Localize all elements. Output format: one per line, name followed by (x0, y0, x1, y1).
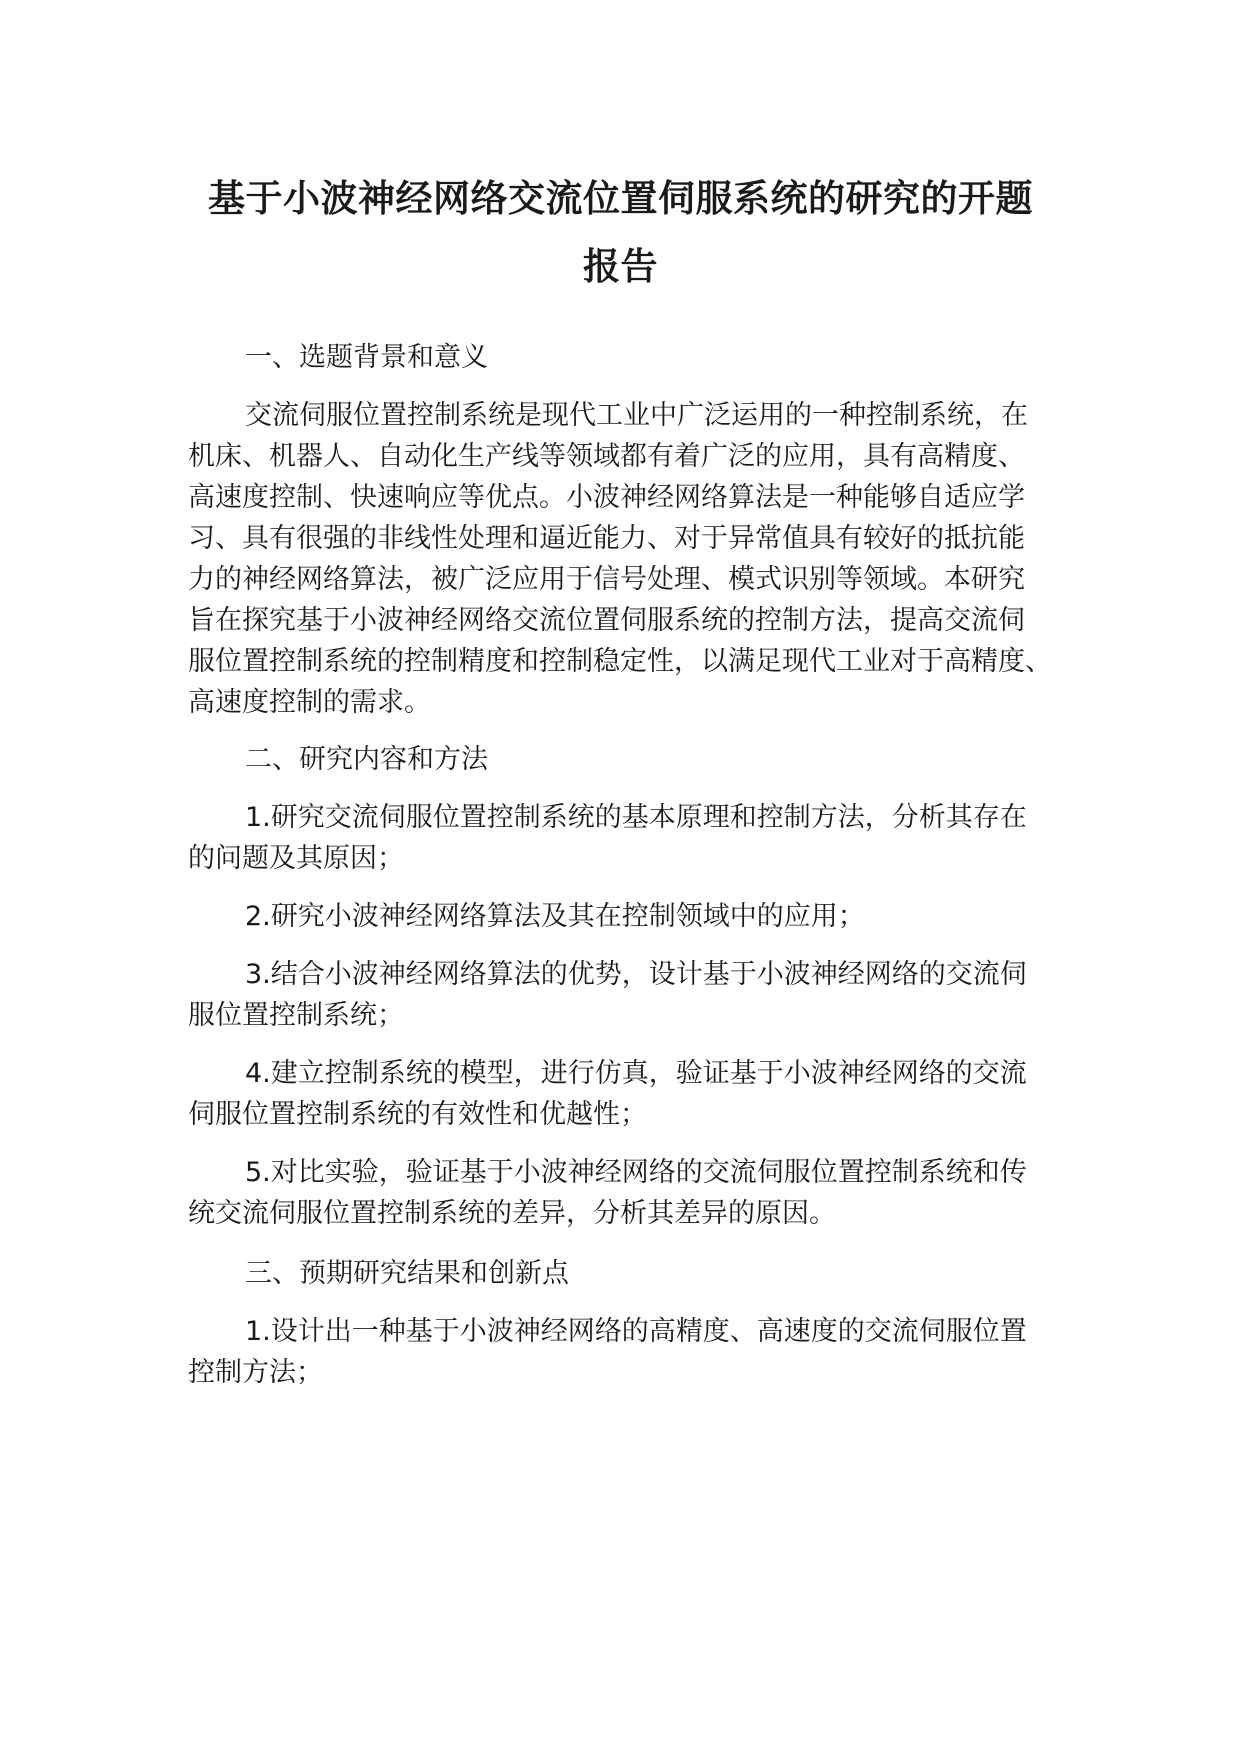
list-item-line: 2.研究小波神经网络算法及其在控制领域中的应用； (245, 901, 865, 932)
list-item-line: 5.对比实验，验证基于小波神经网络的交流伺服位置控制系统和传 (245, 1157, 1027, 1188)
list-item-line: 统交流伺服位置控制系统的差异，分析其差异的原因。 (188, 1198, 836, 1229)
section-heading-content: 二、研究内容和方法 (245, 744, 488, 775)
list-item-line: 服位置控制系统； (188, 1000, 404, 1031)
paragraph-line: 力的神经网络算法，被广泛应用于信号处理、模式识别等领域。本研究 (188, 564, 1025, 595)
paragraph-line: 交流伺服位置控制系统是现代工业中广泛运用的一种控制系统，在 (245, 400, 1028, 431)
document-title-line-1: 基于小波神经网络交流位置伺服系统的研究的开题 (208, 177, 1033, 220)
paragraph-line: 服位置控制系统的控制精度和控制稳定性，以满足现代工业对于高精度、 (188, 646, 1052, 677)
list-item-line: 伺服位置控制系统的有效性和优越性； (188, 1099, 647, 1130)
section-heading-results: 三、预期研究结果和创新点 (245, 1258, 569, 1289)
list-item-line: 4.建立控制系统的模型，进行仿真，验证基于小波神经网络的交流 (245, 1058, 1027, 1089)
paragraph-line: 旨在探究基于小波神经网络交流位置伺服系统的控制方法，提高交流伺 (188, 605, 1025, 636)
paragraph-line: 高速度控制、快速响应等优点。小波神经网络算法是一种能够自适应学 (188, 482, 1025, 513)
paragraph-line: 习、具有很强的非线性处理和逼近能力、对于异常值具有较好的抵抗能 (188, 523, 1025, 554)
list-item-line: 控制方法； (188, 1357, 323, 1388)
list-item-line: 1.设计出一种基于小波神经网络的高精度、高速度的交流伺服位置 (245, 1316, 1027, 1347)
list-item-line: 3.结合小波神经网络算法的优势，设计基于小波神经网络的交流伺 (245, 959, 1027, 990)
document-title-line-2: 报告 (583, 245, 658, 288)
paragraph-line: 高速度控制的需求。 (188, 687, 431, 718)
list-item-line: 的问题及其原因； (188, 843, 404, 874)
paragraph-line: 机床、机器人、自动化生产线等领域都有着广泛的应用，具有高精度、 (188, 441, 1025, 472)
list-item-line: 1.研究交流伺服位置控制系统的基本原理和控制方法，分析其存在 (245, 802, 1027, 833)
section-heading-background: 一、选题背景和意义 (245, 342, 488, 373)
